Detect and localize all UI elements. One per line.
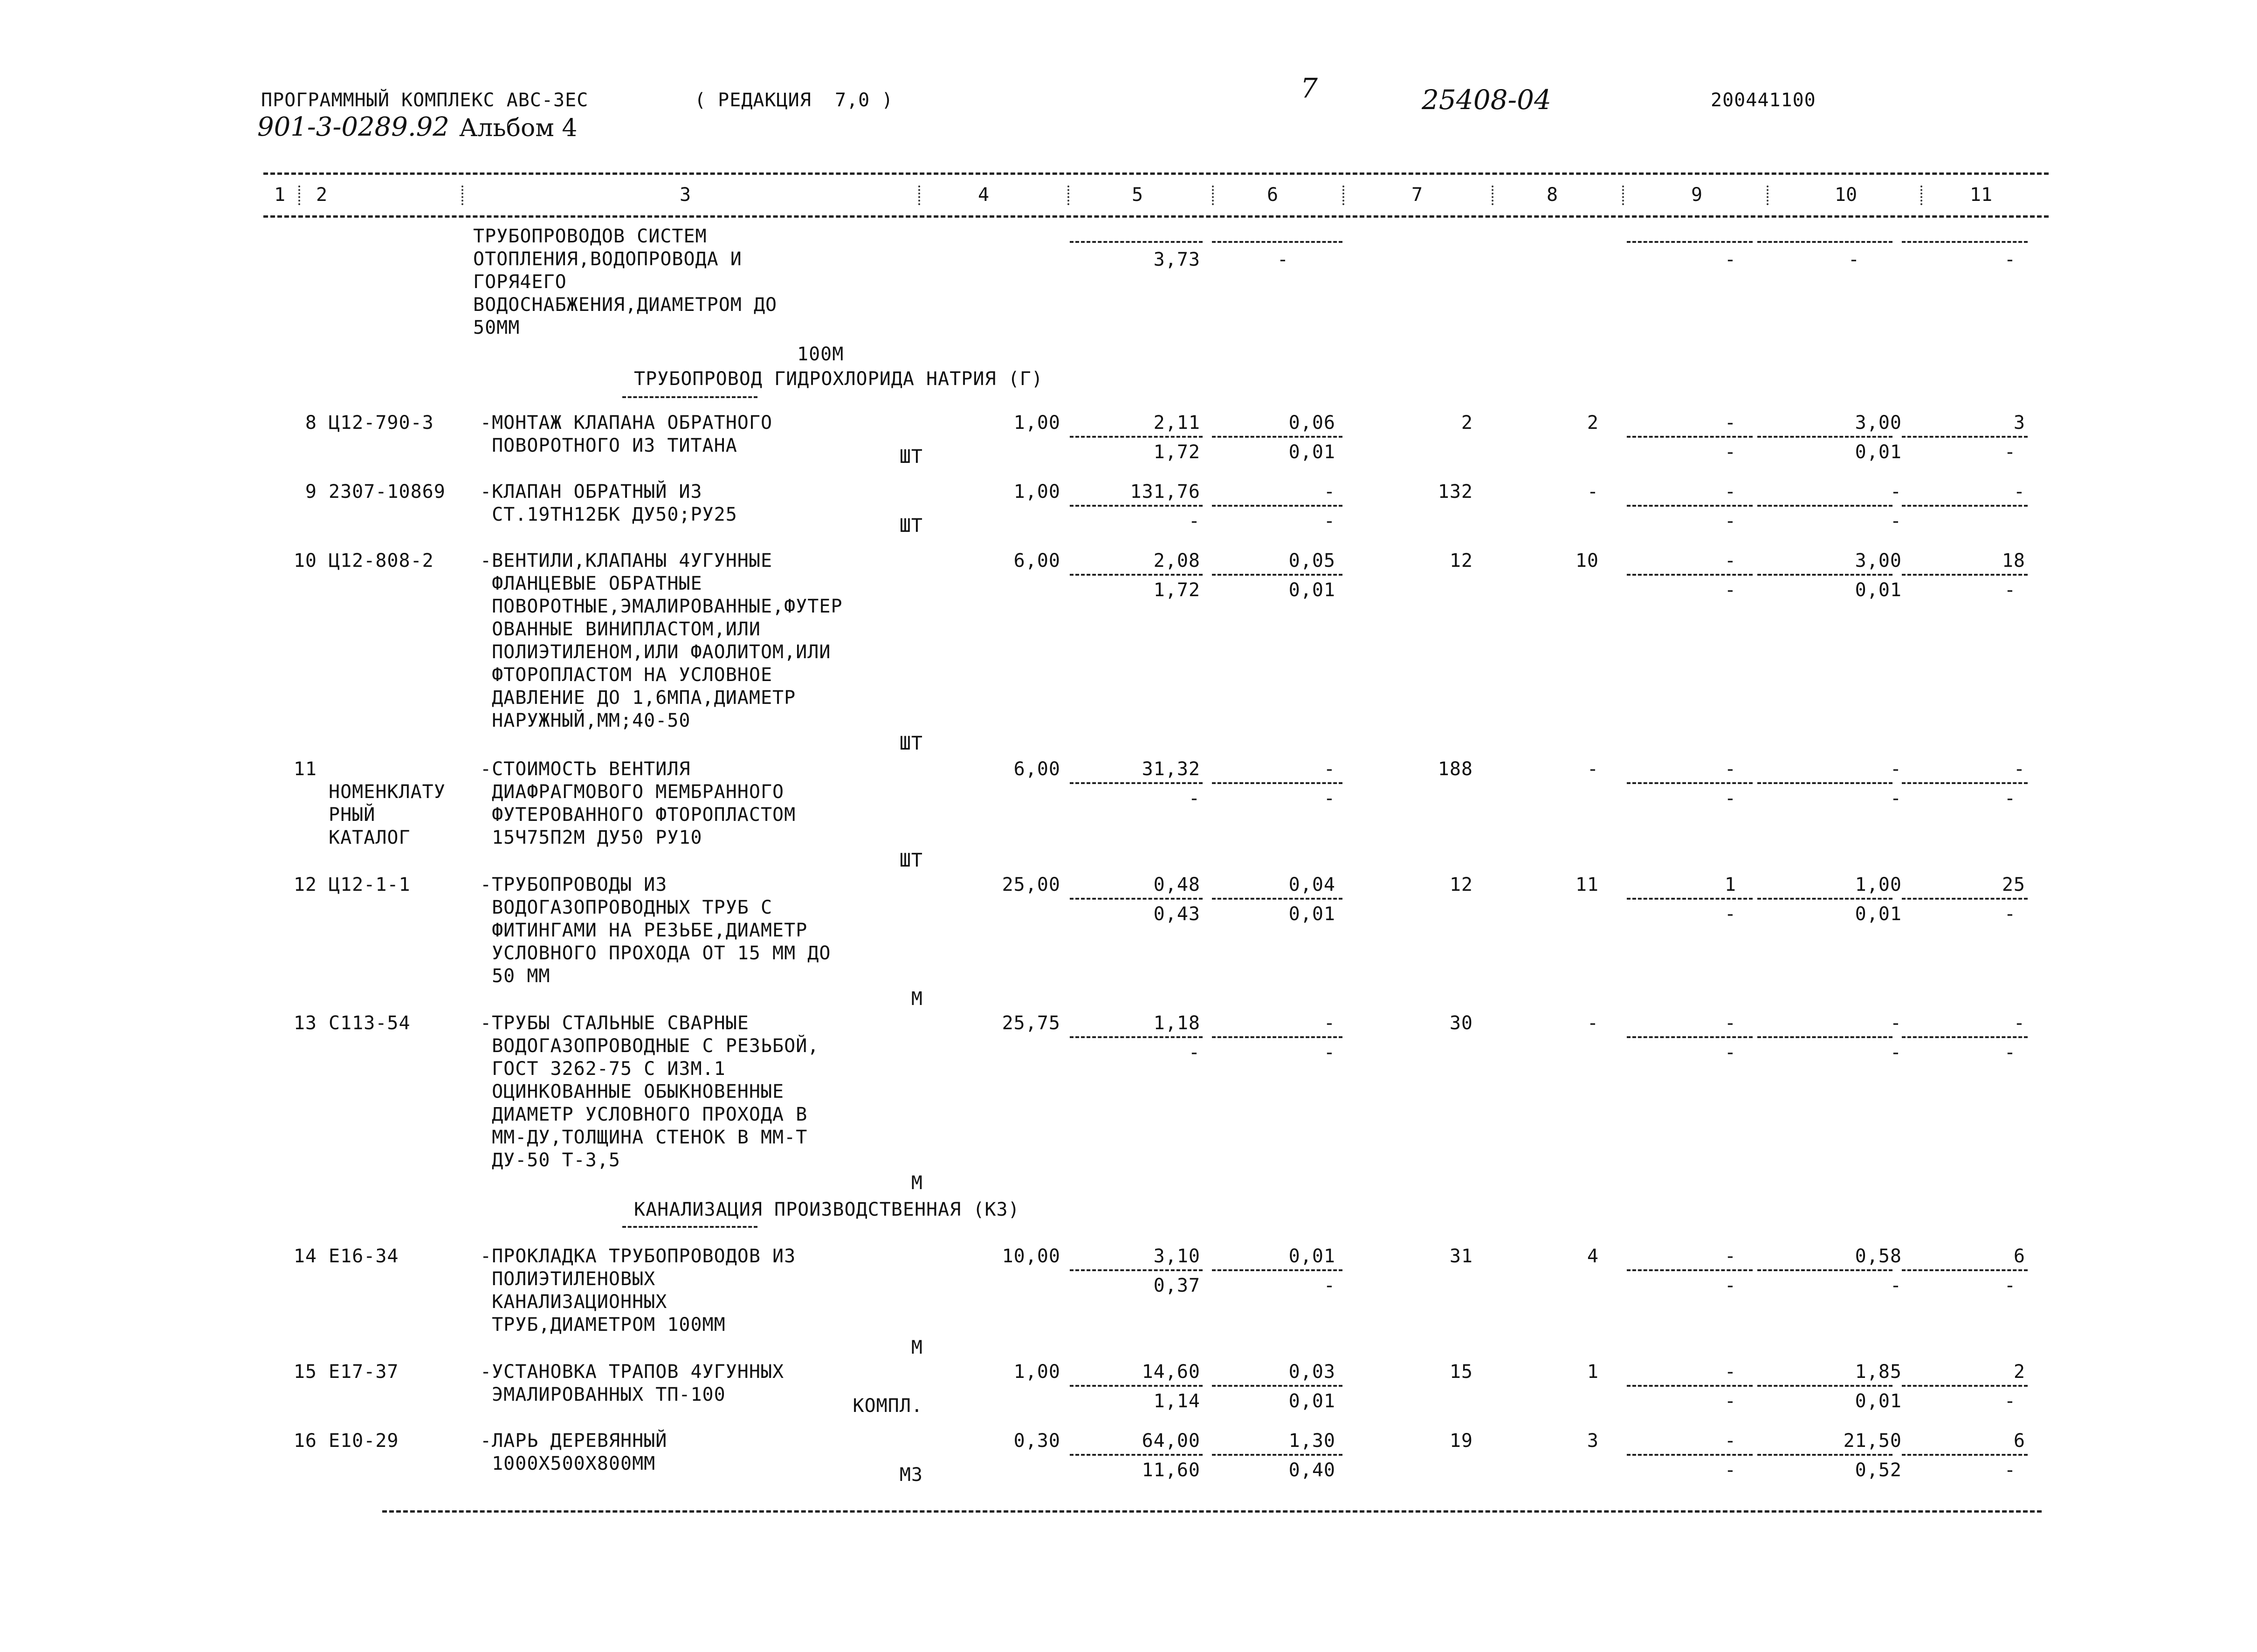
value-cell: 0,01 — [1288, 903, 1335, 925]
cell-separator — [1627, 1269, 1753, 1271]
value-cell: - — [2004, 1042, 2016, 1063]
value-cell: - — [1323, 1042, 1335, 1063]
description-line: ПОЛИЭТИЛЕНОВЫХ — [480, 1268, 656, 1290]
price-value: 3,10 — [1153, 1246, 1200, 1267]
value-cell: - — [2004, 441, 2016, 463]
value-cell: - — [1724, 1390, 1736, 1412]
doc-code: 25408-04 — [1422, 84, 1551, 116]
resource-code-line: НОМЕНКЛАТУ — [329, 781, 446, 803]
description-line: ОТОПЛЕНИЯ,ВОДОПРОВОДА И — [473, 248, 742, 270]
cell-separator — [1757, 574, 1892, 576]
cell-separator — [1627, 782, 1753, 784]
resource-code: Ц12-808-2 — [329, 550, 434, 571]
cell-separator — [1757, 505, 1892, 507]
cell-separator — [1627, 574, 1753, 576]
value-cell: 0,40 — [1288, 1459, 1335, 1481]
value-cell: 1 — [1724, 874, 1736, 895]
value-cell: 2 — [1587, 412, 1599, 434]
unit-label: М — [911, 1337, 923, 1358]
section-title-sodium-hydrochloride: ТРУБОПРОВОД ГИДРОХЛОРИДА НАТРИЯ (Г) — [634, 368, 1043, 390]
description-line: ФИТИНГАМИ НА РЕЗЬБЕ,ДИАМЕТР — [480, 920, 808, 941]
description-line: ТРУБОПРОВОДОВ СИСТЕМ — [473, 226, 707, 247]
value-cell: - — [1890, 481, 1902, 502]
value-cell: 1,85 — [1855, 1361, 1902, 1383]
program-title: ПРОГРАММНЫЙ КОМПЛЕКС АВС-3ЕС — [261, 89, 589, 111]
album-code: 901-3-0289.92 — [257, 112, 449, 142]
value-cell: 0,03 — [1288, 1361, 1335, 1383]
value-cell: 11 — [1575, 874, 1599, 895]
value-cell: 0,01 — [1855, 441, 1902, 463]
value-cell: - — [1587, 481, 1599, 502]
description-line: ЭМАЛИРОВАННЫХ ТП-100 — [480, 1384, 726, 1405]
price-value: 2,11 — [1153, 412, 1200, 434]
cell-separator — [1627, 898, 1753, 900]
price-value: 3,73 — [1153, 249, 1200, 270]
quantity-value: 25,00 — [1002, 874, 1060, 895]
price-value: - — [1188, 788, 1200, 809]
section-title-industrial-sewer: КАНАЛИЗАЦИЯ ПРОИЗВОДСТВЕННАЯ (К3) — [634, 1199, 1020, 1220]
cell-separator — [1902, 574, 2028, 576]
cell-separator — [1070, 1269, 1203, 1271]
resource-code: Е16-34 — [329, 1246, 399, 1267]
value-cell: - — [1724, 550, 1736, 571]
cell-separator — [1070, 898, 1203, 900]
description-line: ГОРЯ4ЕГО — [473, 271, 567, 293]
cell-separator — [1070, 1036, 1203, 1038]
value-cell: 12 — [1449, 874, 1473, 895]
description-line: -УСТАНОВКА ТРАПОВ 4УГУННЫХ — [480, 1361, 784, 1383]
value-cell: 0,52 — [1855, 1459, 1902, 1481]
value-cell: 0,58 — [1855, 1246, 1902, 1267]
description-line: ОВАННЫЕ ВИНИПЛАСТОМ,ИЛИ — [480, 619, 761, 640]
cell-separator — [1902, 1385, 2028, 1387]
unit-label: М — [911, 988, 923, 1010]
value-cell: - — [1724, 788, 1736, 809]
value-cell: - — [1724, 579, 1736, 601]
price-value: - — [1188, 510, 1200, 532]
row-number: 12 — [293, 874, 317, 895]
cell-separator — [1070, 436, 1203, 438]
edition-label: ( РЕДАКЦИЯ 7,0 ) — [695, 89, 894, 111]
value-cell: 0,01 — [1288, 1246, 1335, 1267]
value-cell: - — [2013, 481, 2025, 502]
cell-separator — [1902, 436, 2028, 438]
column-divider — [461, 186, 463, 205]
value-cell: 4 — [1587, 1246, 1599, 1267]
column-divider — [298, 186, 300, 205]
resource-code: Е10-29 — [329, 1430, 399, 1452]
cell-separator — [1902, 898, 2028, 900]
value-cell: - — [2004, 788, 2016, 809]
value-cell: 1 — [1587, 1361, 1599, 1383]
price-value: 64,00 — [1142, 1430, 1200, 1452]
value-cell: - — [1890, 510, 1902, 532]
value-cell: - — [2004, 903, 2016, 925]
value-cell: 3 — [1587, 1430, 1599, 1452]
description-line: ФЛАНЦЕВЫЕ ОБРАТНЫЕ — [480, 573, 702, 594]
description-line: -СТОИМОСТЬ ВЕНТИЛЯ — [480, 758, 691, 780]
description-line: НАРУЖНЫЙ,ММ;40-50 — [480, 710, 691, 731]
value-cell: - — [1587, 758, 1599, 780]
price-value: 31,32 — [1142, 758, 1200, 780]
resource-code-line: РНЫЙ — [329, 804, 376, 826]
cell-separator — [1902, 782, 2028, 784]
column-divider — [1212, 186, 1214, 205]
unit-label: ШТ — [899, 515, 923, 537]
cell-separator — [1902, 1454, 2028, 1456]
value-cell: 10 — [1575, 550, 1599, 571]
value-cell: - — [1323, 758, 1335, 780]
description-line: ДИАМЕТР УСЛОВНОГО ПРОХОДА В — [480, 1104, 808, 1125]
resource-code: С113-54 — [329, 1012, 411, 1034]
value-cell: - — [1323, 788, 1335, 809]
value-cell: 0,01 — [1288, 579, 1335, 601]
value-cell: 25 — [2002, 874, 2025, 895]
value-cell: - — [1323, 1275, 1335, 1296]
cell-separator — [1212, 1036, 1342, 1038]
price-value: 1,72 — [1153, 579, 1200, 601]
value-cell: - — [1890, 758, 1902, 780]
section-underline — [622, 396, 757, 398]
value-cell: - — [1724, 903, 1736, 925]
cell-separator — [1212, 1269, 1342, 1271]
quantity-value: 1,00 — [1013, 412, 1060, 434]
cell-separator — [1070, 1385, 1203, 1387]
row-number: 16 — [293, 1430, 317, 1452]
column-divider — [1342, 186, 1344, 205]
value-cell: 0,06 — [1288, 412, 1335, 434]
value-cell: - — [2004, 1459, 2016, 1481]
value-cell: 12 — [1449, 550, 1473, 571]
value-cell: 3,00 — [1855, 412, 1902, 434]
description-line: ПОВОРОТНЫЕ,ЭМАЛИРОВАННЫЕ,ФУТЕР — [480, 596, 843, 617]
column-header: 4 — [977, 184, 990, 206]
description-line: ММ-ДУ,ТОЛЩИНА СТЕНОК В ММ-Т — [480, 1127, 808, 1148]
cell-separator — [1212, 1385, 1342, 1387]
cell-separator — [1757, 782, 1892, 784]
column-divider — [918, 186, 920, 205]
description-line: -ПРОКЛАДКА ТРУБОПРОВОДОВ ИЗ — [480, 1246, 796, 1267]
value-cell: - — [1587, 1012, 1599, 1034]
cell-separator — [1212, 1454, 1342, 1456]
price-value: 1,14 — [1153, 1390, 1200, 1412]
cell-separator — [1757, 1269, 1892, 1271]
cell-separator — [1212, 898, 1342, 900]
cell-separator — [1757, 1036, 1892, 1038]
description-line: -ТРУБОПРОВОДЫ ИЗ — [480, 874, 667, 895]
unit-label: М3 — [899, 1464, 923, 1486]
value-cell: 0,04 — [1288, 874, 1335, 895]
description-line: 50 ММ — [480, 965, 550, 987]
value-cell: 132 — [1438, 481, 1473, 502]
page-number: 7 — [1301, 72, 1318, 104]
description-line: ВОДОГАЗОПРОВОДНЫЕ С РЕЗЬБОЙ, — [480, 1035, 819, 1057]
section-underline — [622, 1226, 757, 1228]
cell-separator — [1212, 505, 1342, 507]
cell-separator — [1902, 241, 2028, 243]
value-cell: - — [2004, 1390, 2016, 1412]
cell-separator — [1212, 436, 1342, 438]
value-cell: 3 — [2013, 412, 2025, 434]
price-value: 1,72 — [1153, 441, 1200, 463]
unit-label: 100М — [797, 344, 844, 365]
price-value: 11,60 — [1142, 1459, 1200, 1481]
description-line: ОЦИНКОВАННЫЕ ОБЫКНОВЕННЫЕ — [480, 1081, 784, 1102]
cell-separator — [1627, 1385, 1753, 1387]
value-cell: 1,30 — [1288, 1430, 1335, 1452]
description-line: ДАВЛЕНИЕ ДО 1,6МПА,ДИАМЕТР — [480, 687, 796, 709]
column-header: 8 — [1546, 184, 1558, 206]
value-cell: - — [1724, 1459, 1736, 1481]
description-line: ВОДОГАЗОПРОВОДНЫХ ТРУБ С — [480, 897, 773, 918]
description-line: 15Ч75П2М ДУ50 РУ10 — [480, 827, 702, 848]
cell-separator — [1757, 241, 1892, 243]
cell-separator — [1070, 782, 1203, 784]
value-cell: 31 — [1449, 1246, 1473, 1267]
description-line: ПОВОРОТНОГО ИЗ ТИТАНА — [480, 435, 737, 456]
description-line: -ЛАРЬ ДЕРЕВЯННЫЙ — [480, 1430, 667, 1452]
unit-label: ШТ — [899, 850, 923, 871]
description-line: 1000Х500Х800ММ — [480, 1453, 656, 1474]
column-header: 10 — [1834, 184, 1858, 206]
description-line: -ВЕНТИЛИ,КЛАПАНЫ 4УГУННЫЕ — [480, 550, 773, 571]
cell-separator — [1627, 505, 1753, 507]
column-divider — [1767, 186, 1768, 205]
table-top-rule — [263, 172, 2049, 175]
table-bottom-rule — [382, 1510, 2042, 1513]
unit-label: М — [911, 1172, 923, 1194]
column-header: 9 — [1691, 184, 1703, 206]
column-header: 2 — [316, 184, 328, 206]
value-cell: - — [1890, 788, 1902, 809]
value-cell: 188 — [1438, 758, 1473, 780]
quantity-value: 0,30 — [1013, 1430, 1060, 1452]
cell-separator — [1757, 1454, 1892, 1456]
resource-code: Е17-37 — [329, 1361, 399, 1383]
description-line: ВОДОСНАБЖЕНИЯ,ДИАМЕТРОМ ДО — [473, 294, 778, 316]
description-line: ФТОРОПЛАСТОМ НА УСЛОВНОЕ — [480, 664, 773, 686]
description-line: -КЛАПАН ОБРАТНЫЙ ИЗ — [480, 481, 702, 502]
cell-separator — [1070, 1454, 1203, 1456]
price-value: 2,08 — [1153, 550, 1200, 571]
unit-label: ШТ — [899, 733, 923, 754]
value-cell: - — [1724, 510, 1736, 532]
price-value: 131,76 — [1130, 481, 1200, 502]
cell-separator — [1757, 1385, 1892, 1387]
price-value: - — [1188, 1042, 1200, 1063]
value-cell: - — [1724, 1430, 1736, 1452]
album-label: Альбом 4 — [459, 114, 578, 142]
value-cell: - — [1277, 249, 1289, 270]
value-cell: 0,01 — [1855, 579, 1902, 601]
value-cell: - — [1323, 481, 1335, 502]
description-line: ДУ-50 Т-3,5 — [480, 1150, 620, 1171]
value-cell: 0,01 — [1855, 903, 1902, 925]
value-cell: - — [1848, 249, 1860, 270]
description-line: КАНАЛИЗАЦИОННЫХ — [480, 1291, 667, 1313]
value-cell: 30 — [1449, 1012, 1473, 1034]
value-cell: 6 — [2013, 1246, 2025, 1267]
column-header: 5 — [1131, 184, 1143, 206]
column-divider — [1492, 186, 1493, 205]
value-cell: 19 — [1449, 1430, 1473, 1452]
price-value: 1,18 — [1153, 1012, 1200, 1034]
value-cell: 15 — [1449, 1361, 1473, 1383]
cell-separator — [1757, 898, 1892, 900]
value-cell: - — [1890, 1042, 1902, 1063]
value-cell: - — [1724, 481, 1736, 502]
cell-separator — [1902, 1036, 2028, 1038]
value-cell: - — [1724, 249, 1736, 270]
value-cell: 0,01 — [1288, 441, 1335, 463]
value-cell: 21,50 — [1843, 1430, 1902, 1452]
value-cell: - — [1323, 1012, 1335, 1034]
cell-separator — [1070, 241, 1203, 243]
row-number: 11 — [293, 758, 317, 780]
quantity-value: 25,75 — [1002, 1012, 1060, 1034]
value-cell: - — [2004, 249, 2016, 270]
quantity-value: 6,00 — [1013, 758, 1060, 780]
quantity-value: 6,00 — [1013, 550, 1060, 571]
value-cell: - — [1724, 1012, 1736, 1034]
row-number: 10 — [293, 550, 317, 571]
resource-code: Ц12-790-3 — [329, 412, 434, 434]
cell-separator — [1627, 1454, 1753, 1456]
column-header: 3 — [679, 184, 691, 206]
value-cell: - — [1724, 1246, 1736, 1267]
value-cell: 3,00 — [1855, 550, 1902, 571]
resource-code: Ц12-1-1 — [329, 874, 411, 895]
cell-separator — [1070, 505, 1203, 507]
column-header: 7 — [1411, 184, 1423, 206]
table-header-rule — [263, 215, 2049, 218]
description-line: ТРУБ,ДИАМЕТРОМ 100ММ — [480, 1314, 726, 1335]
value-cell: - — [1724, 412, 1736, 434]
value-cell: 18 — [2002, 550, 2025, 571]
row-number: 15 — [293, 1361, 317, 1383]
row-number: 13 — [293, 1012, 317, 1034]
column-header: 6 — [1266, 184, 1279, 206]
description-line: -МОНТАЖ КЛАПАНА ОБРАТНОГО — [480, 412, 773, 434]
value-cell: - — [1890, 1275, 1902, 1296]
resource-code: 2307-10869 — [329, 481, 446, 502]
unit-label: ШТ — [899, 446, 923, 468]
column-divider — [1920, 186, 1922, 205]
column-divider — [1622, 186, 1624, 205]
value-cell: - — [2013, 758, 2025, 780]
cell-separator — [1627, 1036, 1753, 1038]
row-number: 9 — [305, 481, 317, 502]
value-cell: - — [1724, 1275, 1736, 1296]
unit-label: КОМПЛ. — [853, 1395, 923, 1417]
description-line: ФУТЕРОВАННОГО ФТОРОПЛАСТОМ — [480, 804, 796, 826]
description-line: -ТРУБЫ СТАЛЬНЫЕ СВАРНЫЕ — [480, 1012, 749, 1034]
cell-separator — [1902, 1269, 2028, 1271]
price-value: 0,48 — [1153, 874, 1200, 895]
row-number: 8 — [305, 412, 317, 434]
description-line: ДИАФРАГМОВОГО МЕМБРАННОГО — [480, 781, 784, 803]
description-line: УСЛОВНОГО ПРОХОДА ОТ 15 ММ ДО — [480, 943, 831, 964]
sheet-code: 200441100 — [1711, 89, 1816, 111]
cell-separator — [1070, 574, 1203, 576]
cell-separator — [1212, 782, 1342, 784]
value-cell: 0,01 — [1855, 1390, 1902, 1412]
value-cell: 2 — [1461, 412, 1473, 434]
cell-separator — [1627, 241, 1753, 243]
value-cell: - — [1724, 758, 1736, 780]
column-header: 11 — [1969, 184, 1993, 206]
description-line: 50ММ — [473, 317, 520, 338]
column-header: 1 — [274, 184, 286, 206]
value-cell: 0,05 — [1288, 550, 1335, 571]
value-cell: 1,00 — [1855, 874, 1902, 895]
description-line: ГОСТ 3262-75 С ИЗМ.1 — [480, 1058, 726, 1080]
cell-separator — [1212, 574, 1342, 576]
value-cell: - — [1323, 510, 1335, 532]
cell-separator — [1212, 241, 1342, 243]
value-cell: 6 — [2013, 1430, 2025, 1452]
value-cell: - — [1724, 441, 1736, 463]
description-line: ПОЛИЭТИЛЕНОМ,ИЛИ ФАОЛИТОМ,ИЛИ — [480, 641, 831, 663]
price-value: 14,60 — [1142, 1361, 1200, 1383]
column-divider — [1067, 186, 1069, 205]
description-line: СТ.19ТН12БК ДУ50;РУ25 — [480, 504, 737, 525]
price-value: 0,43 — [1153, 903, 1200, 925]
quantity-value: 1,00 — [1013, 481, 1060, 502]
cell-separator — [1627, 436, 1753, 438]
value-cell: - — [1890, 1012, 1902, 1034]
row-number: 14 — [293, 1246, 317, 1267]
value-cell: - — [2013, 1012, 2025, 1034]
cell-separator — [1757, 436, 1892, 438]
value-cell: - — [1724, 1361, 1736, 1383]
value-cell: 0,01 — [1288, 1390, 1335, 1412]
quantity-value: 10,00 — [1002, 1246, 1060, 1267]
quantity-value: 1,00 — [1013, 1361, 1060, 1383]
value-cell: - — [2004, 579, 2016, 601]
price-value: 0,37 — [1153, 1275, 1200, 1296]
value-cell: - — [2004, 1275, 2016, 1296]
value-cell: 2 — [2013, 1361, 2025, 1383]
cell-separator — [1902, 505, 2028, 507]
value-cell: - — [1724, 1042, 1736, 1063]
resource-code-line: КАТАЛОГ — [329, 827, 411, 848]
